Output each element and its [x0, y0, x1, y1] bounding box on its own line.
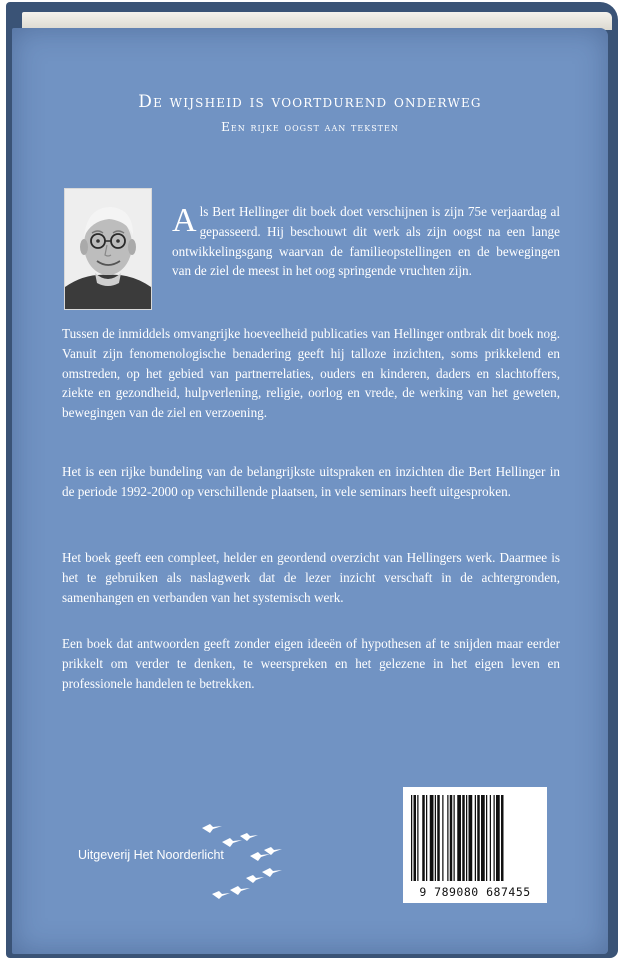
barcode-bar	[447, 795, 448, 881]
barcode-bar	[450, 795, 453, 881]
barcode-bar	[426, 795, 427, 881]
book-subtitle: Een rijke oogst aan teksten	[221, 120, 399, 134]
barcode-bar	[494, 795, 495, 881]
barcode-bar	[430, 795, 434, 881]
barcode-bar	[457, 795, 461, 881]
barcode	[403, 787, 547, 903]
barcode-bar	[435, 795, 436, 881]
barcode-bar	[462, 795, 465, 881]
barcode-bar	[411, 795, 412, 881]
publisher-logo	[192, 816, 292, 911]
barcode-bars	[403, 787, 547, 885]
barcode-bar	[417, 795, 418, 881]
back-cover	[12, 28, 608, 954]
intro-paragraph	[172, 202, 560, 281]
intro-text: ls Bert Hellinger dit boek doet verschijnen is zijn 75e verjaardag al gepasseerd. Hij beschouwt dit werk als zijn oogst na een lange ontwikkelingsgang waarvan de familieopstellingen en de bewegingen van de ziel de meest in het oog springende vruchten zijn.	[172, 204, 560, 279]
blurb-paragraph-3: Het boek geeft een compleet, helder en geordend overzicht van Hellingers werk. Daarmee is het te gebruiken als naslagwerk dat de lezer inzicht verschaft in de achtergronden, samenhangen en verbanden van het systemisch werk.	[62, 550, 560, 605]
barcode-bar	[469, 795, 473, 881]
publisher-name: Uitgeverij Het Noorderlicht	[78, 848, 224, 862]
author-portrait-icon	[65, 189, 151, 309]
barcode-bar	[481, 795, 485, 881]
drop-cap: A	[172, 202, 197, 239]
blurb-paragraph-1: Tussen de inmiddels omvangrijke hoeveelheid publicaties van Hellinger ontbrak dit boek nog. Vanuit zijn fenomenologische benadering geeft hij talloze inzichten, soms prikkelend en omstreden, op het gebied van partnerrelaties, ouders en kinderen, daders en slachtoffers, ziekte en gezondheid, hulpverlening, religie, oorlog en vrede, de werking van het geweten, bewegingen van de ziel en verzoening.	[62, 326, 560, 421]
barcode-bar	[437, 795, 440, 881]
barcode-bar	[496, 795, 500, 881]
isbn-number: 9 789080 687455	[419, 885, 531, 899]
barcode-bar	[501, 795, 504, 881]
blurb-paragraph-2: Het is een rijke bundeling van de belangrijkste uitspraken en inzichten die Bert Hellinger in de periode 1992-2000 op verschillende plaatsen, in vele seminars heeft uitgesproken.	[62, 464, 560, 499]
barcode-bar	[466, 795, 467, 881]
barcode-bar	[442, 795, 443, 881]
barcode-bar	[422, 795, 425, 881]
book-title: De wijsheid is voortdurend onderweg	[138, 92, 482, 112]
barcode-bar	[486, 795, 487, 881]
barcode-bar	[475, 795, 476, 881]
blurb-paragraph-4: Een boek dat antwoorden geeft zonder eigen ideeën of hypothesen af te snijden maar eerder prikkelt om verder te denken, te weerspreken en het gelezene in het eigen leven en professionele handelen te betrekken.	[62, 636, 560, 691]
barcode-bar	[490, 795, 491, 881]
barcode-bar	[477, 795, 480, 881]
barcode-bar	[454, 795, 455, 881]
author-photo	[64, 188, 152, 310]
barcode-bar	[414, 795, 417, 881]
